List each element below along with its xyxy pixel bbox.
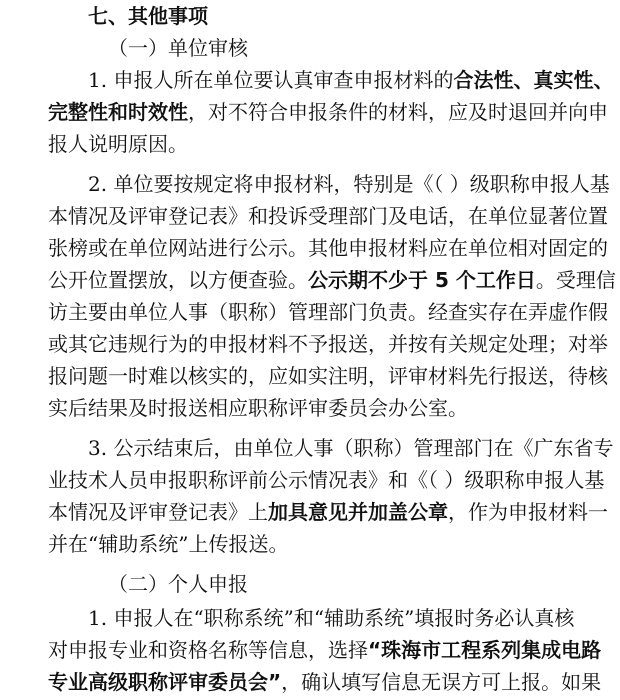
- paragraph-3-line-1: 3. 公示结束后，由单位人事（职称）管理部门在《广东省专: [88, 436, 614, 460]
- bold-text: 合法性、真实性、: [453, 68, 614, 92]
- paragraph-2-line-1: 2. 单位要按规定将申报材料，特别是《（ ）级职称申报人基: [88, 172, 610, 196]
- paragraph-1-line-1: [0, 64, 620, 96]
- bold-text: 专业高级职称评审委员会”: [48, 670, 282, 694]
- text: 对申报专业和资格名称等信息，选择: [48, 638, 368, 662]
- paragraph-2-line-3: 张榜或在单位网站进行公示。其他申报材料应在单位相对固定的: [48, 236, 608, 260]
- text: 本情况及评审登记表》上: [48, 500, 268, 524]
- text: 公开位置摆放，以方便查验。: [48, 268, 308, 292]
- bold-text: “珠海市工程系列集成电路: [368, 638, 602, 662]
- text: 。受理信: [535, 268, 616, 292]
- subsection-title-personal-application: （二）个人申报: [108, 572, 248, 596]
- paragraph-3-line-3: [0, 496, 620, 528]
- text: ，确认填写信息无误方可上报。如果: [281, 670, 602, 694]
- text: ，对不符合申报条件的材料，应及时退回并向申: [188, 100, 608, 124]
- bold-text: 公示期不少于 5 个工作日: [308, 268, 536, 292]
- paragraph-4-line-3: [0, 666, 620, 698]
- paragraph-1-line-3: 报人说明原因。: [48, 132, 188, 156]
- paragraph-4-line-1: 1. 申报人在“职称系统”和“辅助系统”填报时务必认真核: [88, 606, 575, 630]
- bold-text: 加具意见并加盖公章: [268, 500, 448, 524]
- paragraph-2-line-6: 或其它违规行为的申报材料不予报送，并按有关规定处理；对举: [48, 332, 608, 356]
- paragraph-2-line-2: 本情况及评审登记表》和投诉受理部门及电话，在单位显著位置: [48, 204, 608, 228]
- paragraph-3-line-4: 并在“辅助系统”上传报送。: [48, 532, 289, 556]
- text: 1. 申报人所在单位要认真审查申报材料的: [88, 68, 454, 92]
- paragraph-2-line-5: 访主要由单位人事（职称）管理部门负责。经查实存在弄虚作假: [48, 300, 608, 324]
- paragraph-4-line-2: [0, 634, 620, 666]
- paragraph-2-line-4: [0, 264, 620, 296]
- text: ，作为申报材料一: [448, 500, 608, 524]
- section-title: 七、其他事项: [88, 4, 208, 28]
- paragraph-3-line-2: 业技术人员申报职称评前公示情况表》和《（ ）级职称申报人基: [48, 468, 605, 492]
- bold-text: 完整性和时效性: [48, 100, 188, 124]
- subsection-title-unit-review: （一）单位审核: [108, 36, 248, 60]
- paragraph-2-line-7: 报问题一时难以核实的，应如实注明，评审材料先行报送，待核: [48, 364, 608, 388]
- paragraph-2-line-8: 实后结果及时报送相应职称评审委员会办公室。: [48, 396, 468, 420]
- paragraph-1-line-2: [0, 96, 620, 128]
